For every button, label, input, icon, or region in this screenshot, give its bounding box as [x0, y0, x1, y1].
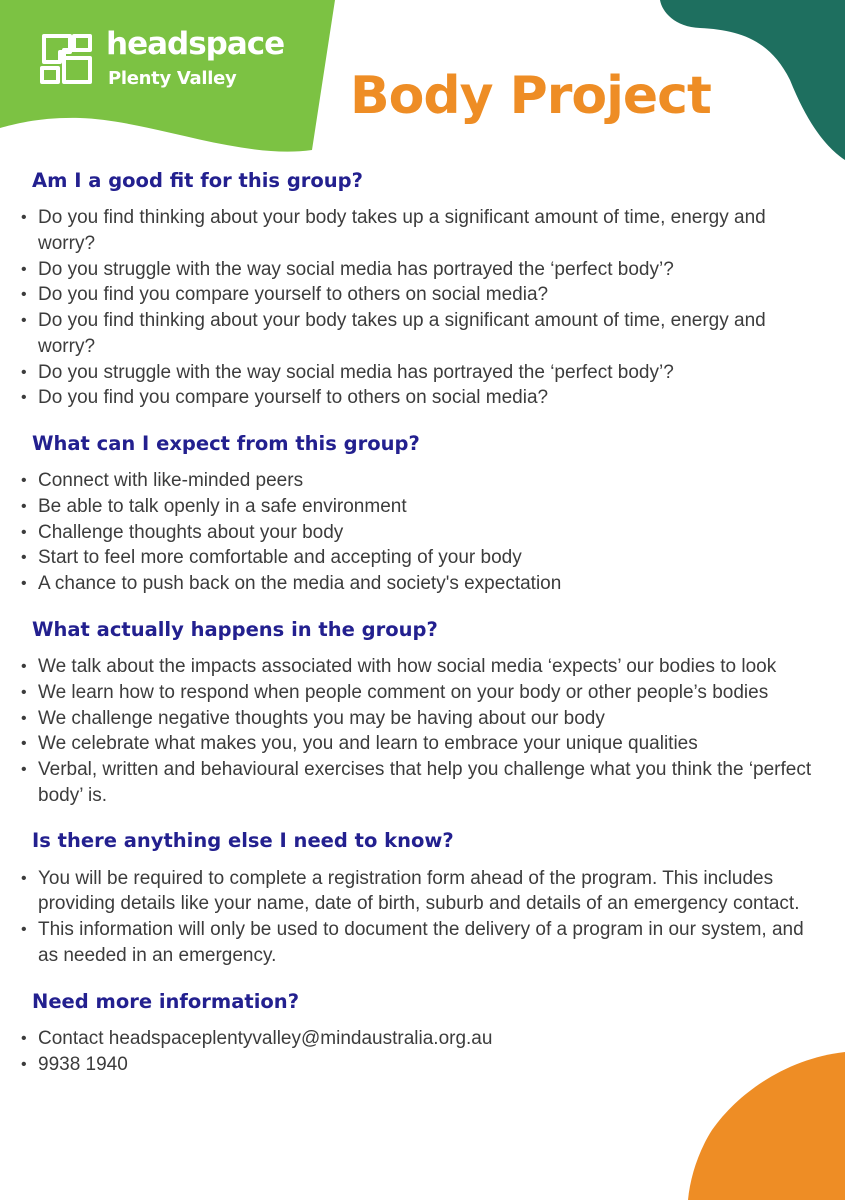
- list-item: • Verbal, written and behavioural exercises that help you challenge what you think the ‘perfect body’ is.: [18, 757, 818, 808]
- logo-name: headspace: [106, 26, 285, 62]
- list-item: • We celebrate what makes you, you and learn to embrace your unique qualities: [18, 731, 818, 757]
- content: [18, 168, 818, 1097]
- list-item: • Start to feel more comfortable and accepting of your body: [18, 545, 818, 571]
- contact-phone: • 9938 1940: [18, 1052, 818, 1078]
- section-anything-else: [18, 828, 818, 968]
- section-more-info: [18, 989, 818, 1078]
- list-item: • Do you find you compare yourself to others on social media?: [18, 282, 818, 308]
- list-item: • We challenge negative thoughts you may be having about our body: [18, 706, 818, 732]
- list-item: • You will be required to complete a registration form ahead of the program. This includes providing details like your name, date of birth, suburb and details of an emergency contact.: [18, 866, 818, 917]
- bullet-list: [18, 1026, 818, 1077]
- bullet-list: [18, 468, 818, 597]
- page-title: Body Project: [350, 66, 711, 126]
- list-item: • We learn how to respond when people comment on your body or other people’s bodies: [18, 680, 818, 706]
- logo-location: Plenty Valley: [108, 68, 237, 89]
- list-item: • Do you find thinking about your body takes up a significant amount of time, energy and worry?: [18, 308, 818, 359]
- contact-email: • Contact headspaceplentyvalley@mindaustralia.org.au: [18, 1026, 818, 1052]
- section-heading: Am I a good fit for this group?: [32, 169, 363, 192]
- section-expect: [18, 431, 818, 597]
- list-item: • Be able to talk openly in a safe environment: [18, 494, 818, 520]
- list-item: • Do you find thinking about your body takes up a significant amount of time, energy and worry?: [18, 205, 818, 256]
- list-item: • Connect with like-minded peers: [18, 468, 818, 494]
- section-heading: What can I expect from this group?: [32, 431, 420, 455]
- list-item: • Do you find you compare yourself to others on social media?: [18, 385, 818, 411]
- section-what-happens: [18, 617, 818, 809]
- bullet-list: [18, 205, 818, 411]
- headspace-logo-icon: [34, 28, 98, 86]
- list-item: • This information will only be used to document the delivery of a program in our system, and as needed in an emergency.: [18, 917, 818, 968]
- headspace-logo: [34, 26, 284, 96]
- bullet-list: [18, 866, 818, 969]
- section-heading: What actually happens in the group?: [32, 617, 438, 641]
- section-good-fit: [18, 168, 818, 411]
- bullet-list: [18, 654, 818, 808]
- list-item: • Challenge thoughts about your body: [18, 520, 818, 546]
- list-item: • A chance to push back on the media and society's expectation: [18, 571, 818, 597]
- section-heading: Need more information?: [32, 989, 300, 1013]
- list-item: • Do you struggle with the way social media has portrayed the ‘perfect body’?: [18, 257, 818, 283]
- list-item: • Do you struggle with the way social media has portrayed the ‘perfect body’?: [18, 360, 818, 386]
- list-item: • We talk about the impacts associated with how social media ‘expects’ our bodies to look: [18, 654, 818, 680]
- section-heading: Is there anything else I need to know?: [32, 829, 454, 853]
